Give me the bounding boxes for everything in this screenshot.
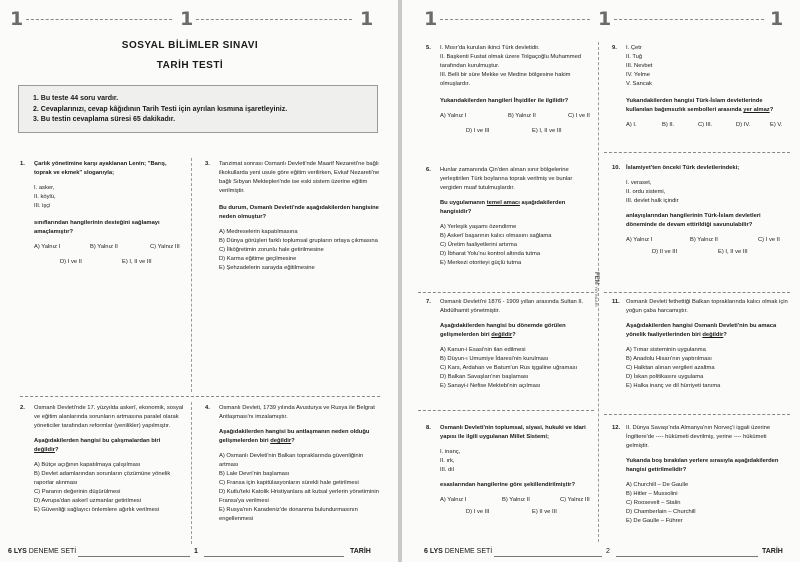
option-a[interactable]: A) Bütçe açığının kapatılmaya çalışılması — [34, 462, 141, 468]
row-divider — [418, 410, 594, 411]
option-b[interactable]: B) Yalnız II — [508, 113, 536, 119]
question-10 — [612, 164, 790, 257]
option-e[interactable]: E) I, II ve III — [532, 128, 562, 134]
question-stem: Yukarıdakilerden hangileri İhşidiler ile ilgilidir? — [440, 98, 569, 104]
question-number: 4. — [205, 405, 210, 411]
option-b[interactable]: B) Devlet adamlarından sorunların çözümüne yönelik raporlar alınması — [34, 471, 171, 486]
option-b[interactable]: B) Anadolu Hisarı'nın yaptırılması — [626, 356, 712, 362]
question-number: 2. — [20, 405, 25, 411]
option-c[interactable]: C) I ve II — [758, 237, 780, 243]
option-d[interactable]: D) Chamberlain – Churchill — [626, 509, 696, 515]
roman-item: I. veraset, — [626, 180, 652, 186]
question-1 — [20, 160, 184, 267]
option-e[interactable]: E) I, II ve III — [718, 249, 748, 255]
option-b[interactable]: B) Yalnız II — [90, 244, 118, 250]
option-b[interactable]: B) Düyun-ı Umumiye İdaresi'nin kurulması — [440, 356, 549, 362]
option-c[interactable]: C) Fransa için kapitülasyonların sürekli hale getirilmesi — [219, 480, 359, 486]
option-e[interactable]: E) Halka inanç ve dil hürriyeti tanıma — [626, 383, 721, 389]
page-right — [402, 0, 800, 562]
question-stem: Yukarıdakilerden hangisi Türk-İslam devletlerinde kullanılan bağımsızlık sembolleri arasında yer almaz? — [626, 98, 774, 113]
option-c[interactable]: C) Yalnız III — [150, 244, 180, 250]
question-lead: II. Dünya Savaşı'nda Almanya'nın Norveç'i işgali üzerine İngiltere'de ---- hükümeti devrilmiş, yerine ---- hükümeti gelmiştir. — [626, 425, 771, 449]
row-divider — [418, 292, 594, 293]
option-a[interactable]: A) Tımar sisteminin uygulanma — [626, 347, 706, 353]
question-stem: Yukarıda boş bırakılan yerlere sırasıyla aşağıdakilerden hangisi getirilmelidir? — [626, 458, 779, 473]
footer-rule — [78, 556, 190, 557]
question-lead: Osmanlı Devleti'ni 1876 - 1909 yılları arasında Sultan II. Abdülhamit yönetmiştir. — [440, 299, 584, 314]
booklet-number: 1 — [10, 8, 24, 30]
page-left — [0, 0, 398, 562]
option-c[interactable]: C) Paranın değerinin düşürülmesi — [34, 489, 121, 495]
option-c[interactable]: C) Yalnız III — [560, 497, 590, 503]
option-b[interactable]: B) Dünya görüşleri farklı toplumsal grupların ortaya çıkmasına — [219, 238, 378, 244]
roman-item: II. Başkenti Fustat olmak üzere Tolgaçoğlu Muhammed tarafından kurulmuştur. — [440, 54, 582, 69]
question-lead: Osmanlı Devleti fethettiği Balkan topraklarında kalıcı olmak için yoğun çaba harcamıştır. — [626, 299, 788, 314]
question-stem: Aşağıdakilerden hangisi Osmanlı Devleti'nin bu amaca yönelik faaliyetlerinden biri değildir? — [626, 323, 777, 338]
footer-page-number: 1 — [194, 548, 198, 555]
roman-item: II. köylü, — [34, 194, 56, 200]
option-b[interactable]: B) Yalnız II — [502, 497, 530, 503]
question-5 — [426, 44, 590, 136]
question-number: 12. — [612, 425, 621, 431]
question-lead: Tanzimat sonrası Osmanlı Devleti'nde Maarif Nezareti'ne bağlı ilkokullarda yeni usule göre eğitim verilirken, Evkaf Nezareti'ne bağlı Sıbyan Mektepleri'nde ise eski sistem üzerine eğitim verilmiştir. — [219, 161, 380, 194]
roman-item: III. Belli bir süre Mekke ve Medine bölgesine hakim olmuşlardır. — [440, 72, 571, 87]
option-a[interactable]: A) I. — [626, 122, 637, 128]
question-stem: sınıflarından hangilerinin desteğini sağlamayı amaçlamıştır? — [34, 220, 160, 235]
question-number: 1. — [20, 161, 25, 167]
question-number: 5. — [426, 45, 431, 51]
question-7 — [426, 298, 590, 391]
question-stem: Bu durum, Osmanlı Devleti'nde aşağıdakilerden hangisine neden olmuştur? — [219, 205, 379, 220]
roman-item: I. inanç, — [440, 449, 461, 455]
option-b[interactable]: B) Askerî başarının kalıcı olmasını sağlama — [440, 233, 552, 239]
option-c[interactable]: C) Üretim faaliyetlerini artırma — [440, 242, 517, 248]
question-lead: Osmanlı Devleti'nin toplumsal, siyasi, hukuki ve idari yapısı ile ilgili uygulanan Millet Sistemi; — [440, 425, 586, 440]
options-row — [626, 121, 790, 130]
roman-item: III. işçi — [34, 203, 51, 209]
options-row — [626, 248, 790, 257]
option-e[interactable]: E) De Gaulle – Führer — [626, 518, 683, 524]
option-c[interactable]: C) I ve II — [568, 113, 590, 119]
row-divider — [604, 152, 790, 153]
option-a[interactable]: A) Yalnız I — [440, 113, 467, 119]
booklet-number: 1 — [424, 8, 438, 30]
footer-rule — [494, 556, 602, 557]
option-d[interactable]: D) Karma eğitime geçilmesine — [219, 256, 297, 262]
footer-subject: TARİH — [762, 548, 783, 555]
footer-rule — [616, 556, 758, 557]
question-lead: İslamiyet'ten önceki Türk devletlerindeki; — [626, 165, 740, 171]
footer-series: 6 LYS DENEME SETİ — [424, 548, 493, 555]
question-number: 7. — [426, 299, 431, 305]
options-row — [440, 127, 590, 136]
question-8 — [426, 424, 590, 517]
footer-rule — [204, 556, 344, 557]
option-a[interactable]: A) Yerleşik yaşamı özendirme — [440, 224, 517, 230]
roman-item: II. ırk, — [440, 458, 455, 464]
option-d[interactable]: D) Kutlu'teki Katolik Hristiyanlara ait kutsal yerlerin yönetiminin Fransa'ya verilmesi — [219, 489, 379, 504]
instruction-line: 2. Cevaplarınızı, cevap kâğıdının Tarih Testi için ayrılan kısmına işaretleyiniz. — [33, 105, 288, 113]
row-divider — [604, 292, 790, 293]
roman-item: IV. Yelme — [626, 72, 650, 78]
question-number: 6. — [426, 167, 431, 173]
footer-page-number: 2 — [606, 548, 610, 555]
option-a[interactable]: A) Osmanlı Devleti'nin Balkan topraklarında güvenliğinin artması — [219, 453, 364, 468]
question-number: 11. — [612, 299, 620, 305]
question-number: 10. — [612, 165, 621, 171]
booklet-number: 1 — [180, 8, 194, 30]
option-d[interactable]: D) Balkan Savaşları'nın başlaması — [440, 374, 529, 380]
header-dash — [26, 19, 172, 20]
option-c[interactable]: C) İlköğretimin zorunlu hale getirilmesine — [219, 247, 324, 253]
option-e[interactable]: E) Rusya'nın Karadeniz'de donanma bulundurmasının engellenmesi — [219, 507, 358, 522]
publisher-side-label: FEM YAYINLARI — [593, 272, 599, 307]
option-d[interactable]: D) II ve III — [652, 249, 678, 255]
question-6 — [426, 166, 590, 268]
options-row — [440, 508, 590, 517]
header-dash — [440, 19, 590, 20]
booklet-number: 1 — [598, 8, 612, 30]
header-dash — [196, 19, 352, 20]
question-lead: Osmanlı Devleti, 1739 yılında Avusturya ve Rusya ile Belgrat Antlaşması'nı imzalamıştır. — [219, 405, 375, 420]
footer-series: 6 LYS DENEME SETİ — [8, 548, 77, 555]
options-row — [440, 112, 590, 121]
question-number: 8. — [426, 425, 431, 431]
roman-item: V. Sancak — [626, 81, 652, 87]
instruction-line: 3. Bu testin cevaplama süresi 65 dakikadır. — [33, 116, 176, 123]
option-d[interactable]: D) İskan politikasını uygulama — [626, 374, 704, 380]
option-d[interactable]: D) I ve II — [60, 259, 82, 265]
option-e[interactable]: E) Güvenliği sağlayıcı önlemlere ağırlık verilmesi — [34, 507, 160, 513]
option-a[interactable]: A) Yalnız I — [34, 244, 61, 250]
row-divider — [20, 396, 380, 397]
question-number: 9. — [612, 45, 617, 51]
test-title: TARİH TESTİ — [156, 60, 224, 71]
question-lead: Hunlar zamanında Çin'den alınan sınır bölgelerine yerleştirilen Türk boylarına toprak verilmiş ve bunlar vergiden muaf tutulmuşlardır. — [440, 167, 573, 191]
option-e[interactable]: E) Merkezi otoriteyi güçlü tutma — [440, 260, 522, 266]
question-stem: esaslarından hangilerine göre şekillendirilmiştir? — [440, 482, 575, 488]
option-b[interactable]: B) Lale Devri'nin başlaması — [219, 471, 290, 477]
option-e[interactable]: E) Sanayi-i Nefise Mektebi'nin açılması — [440, 383, 541, 389]
option-b[interactable]: B) II. — [662, 122, 675, 128]
option-c[interactable]: C) Roosevelt – Stalin — [626, 500, 681, 506]
options-row — [34, 258, 184, 267]
option-e[interactable]: E) Şehzadelerin sarayda eğitilmesine — [219, 265, 315, 271]
option-a[interactable]: A) Kanun-i Esasi'nin ilan edilmesi — [440, 347, 526, 353]
question-11 — [612, 298, 790, 391]
question-stem: Bu uygulamanın temel amacı aşağıdakilerden hangisidir? — [440, 200, 566, 215]
question-4 — [205, 404, 384, 524]
option-d[interactable]: D) I ve III — [466, 128, 490, 134]
option-e[interactable]: E) II ve III — [532, 509, 557, 515]
question-2 — [20, 404, 184, 515]
instruction-line: 1. Bu teste 44 soru vardır. — [33, 95, 119, 102]
option-a[interactable]: A) Yalnız I — [626, 237, 653, 243]
question-number: 3. — [205, 161, 210, 167]
instructions-box — [18, 85, 378, 133]
roman-item: II. Tuğ — [626, 54, 643, 60]
column-divider — [191, 402, 192, 544]
option-d[interactable]: D) I ve III — [466, 509, 490, 515]
question-12 — [612, 424, 790, 526]
option-b[interactable]: B) Hitler – Mussolini — [626, 491, 678, 497]
header-dash — [614, 19, 764, 20]
question-stem: Aşağıdakilerden hangisi bu antlaşmanın neden olduğu gelişmelerden biri değildir? — [219, 429, 370, 444]
question-3 — [205, 160, 384, 273]
exam-title: SOSYAL BİLİMLER SINAVI — [121, 40, 259, 51]
options-row — [34, 243, 184, 252]
booklet-number: 1 — [770, 8, 784, 30]
roman-item: I. Çetr — [626, 45, 642, 51]
option-d[interactable]: D) IV. — [736, 122, 751, 128]
option-c[interactable]: C) III. — [698, 122, 713, 128]
option-a[interactable]: A) Yalnız I — [440, 497, 467, 503]
roman-item: II. ordu sistemi, — [626, 189, 666, 195]
question-stem: anlayışlarından hangilerinin Türk-İslam devletleri döneminde de devam ettirildiği savunulabilir? — [626, 213, 761, 228]
booklet-number: 1 — [360, 8, 374, 30]
option-b[interactable]: B) Yalnız II — [690, 237, 718, 243]
roman-item: I. Mısır'da kurulan ikinci Türk devletidir. — [440, 45, 540, 51]
row-divider — [604, 414, 790, 415]
option-d[interactable]: D) İbharat Yolu'nu kontrol altında tutma — [440, 251, 541, 257]
question-lead: Çarlık yönetimine karşı ayaklanan Lenin; "Barış, toprak ve ekmek" sloganıyla; — [34, 161, 167, 176]
option-c[interactable]: C) Halktan alınan vergileri azaltma — [626, 365, 715, 371]
question-9 — [612, 44, 790, 130]
options-row — [440, 496, 590, 505]
column-divider — [191, 158, 192, 392]
option-c[interactable]: C) Kars, Ardahan ve Batum'un Rus işgaline uğraması — [440, 365, 578, 371]
option-a[interactable]: A) Medreselerin kapatılmasına — [219, 229, 298, 235]
question-lead: Osmanlı Devleti'nde 17. yüzyılda askerî, ekonomik, sosyal ve eğitim alanlarında sorunların artmasına paralel olarak yöneticiler tarafından reformlar (yenilikler) yapılmıştır. — [34, 405, 184, 429]
option-a[interactable]: A) Churchill – De Gaulle — [626, 482, 689, 488]
roman-item: III. devlet halk içindir — [626, 198, 679, 204]
question-stem: Aşağıdakilerden hangisi bu dönemde görülen gelişmelerden biri değildir? — [440, 323, 566, 338]
footer-subject: TARİH — [350, 548, 371, 555]
roman-item: I. asker, — [34, 185, 55, 191]
option-e[interactable]: E) I, II ve III — [122, 259, 152, 265]
option-e[interactable]: E) V. — [770, 122, 783, 128]
question-stem: Aşağıdakilerden hangisi bu çalışmalardan biri değildir? — [34, 438, 161, 453]
option-d[interactable]: D) Avrupa'dan askerî uzmanlar getirilmesi — [34, 498, 141, 504]
roman-item: III. Nevbet — [626, 63, 653, 69]
roman-item: III. dil — [440, 467, 454, 473]
options-row — [626, 236, 790, 245]
